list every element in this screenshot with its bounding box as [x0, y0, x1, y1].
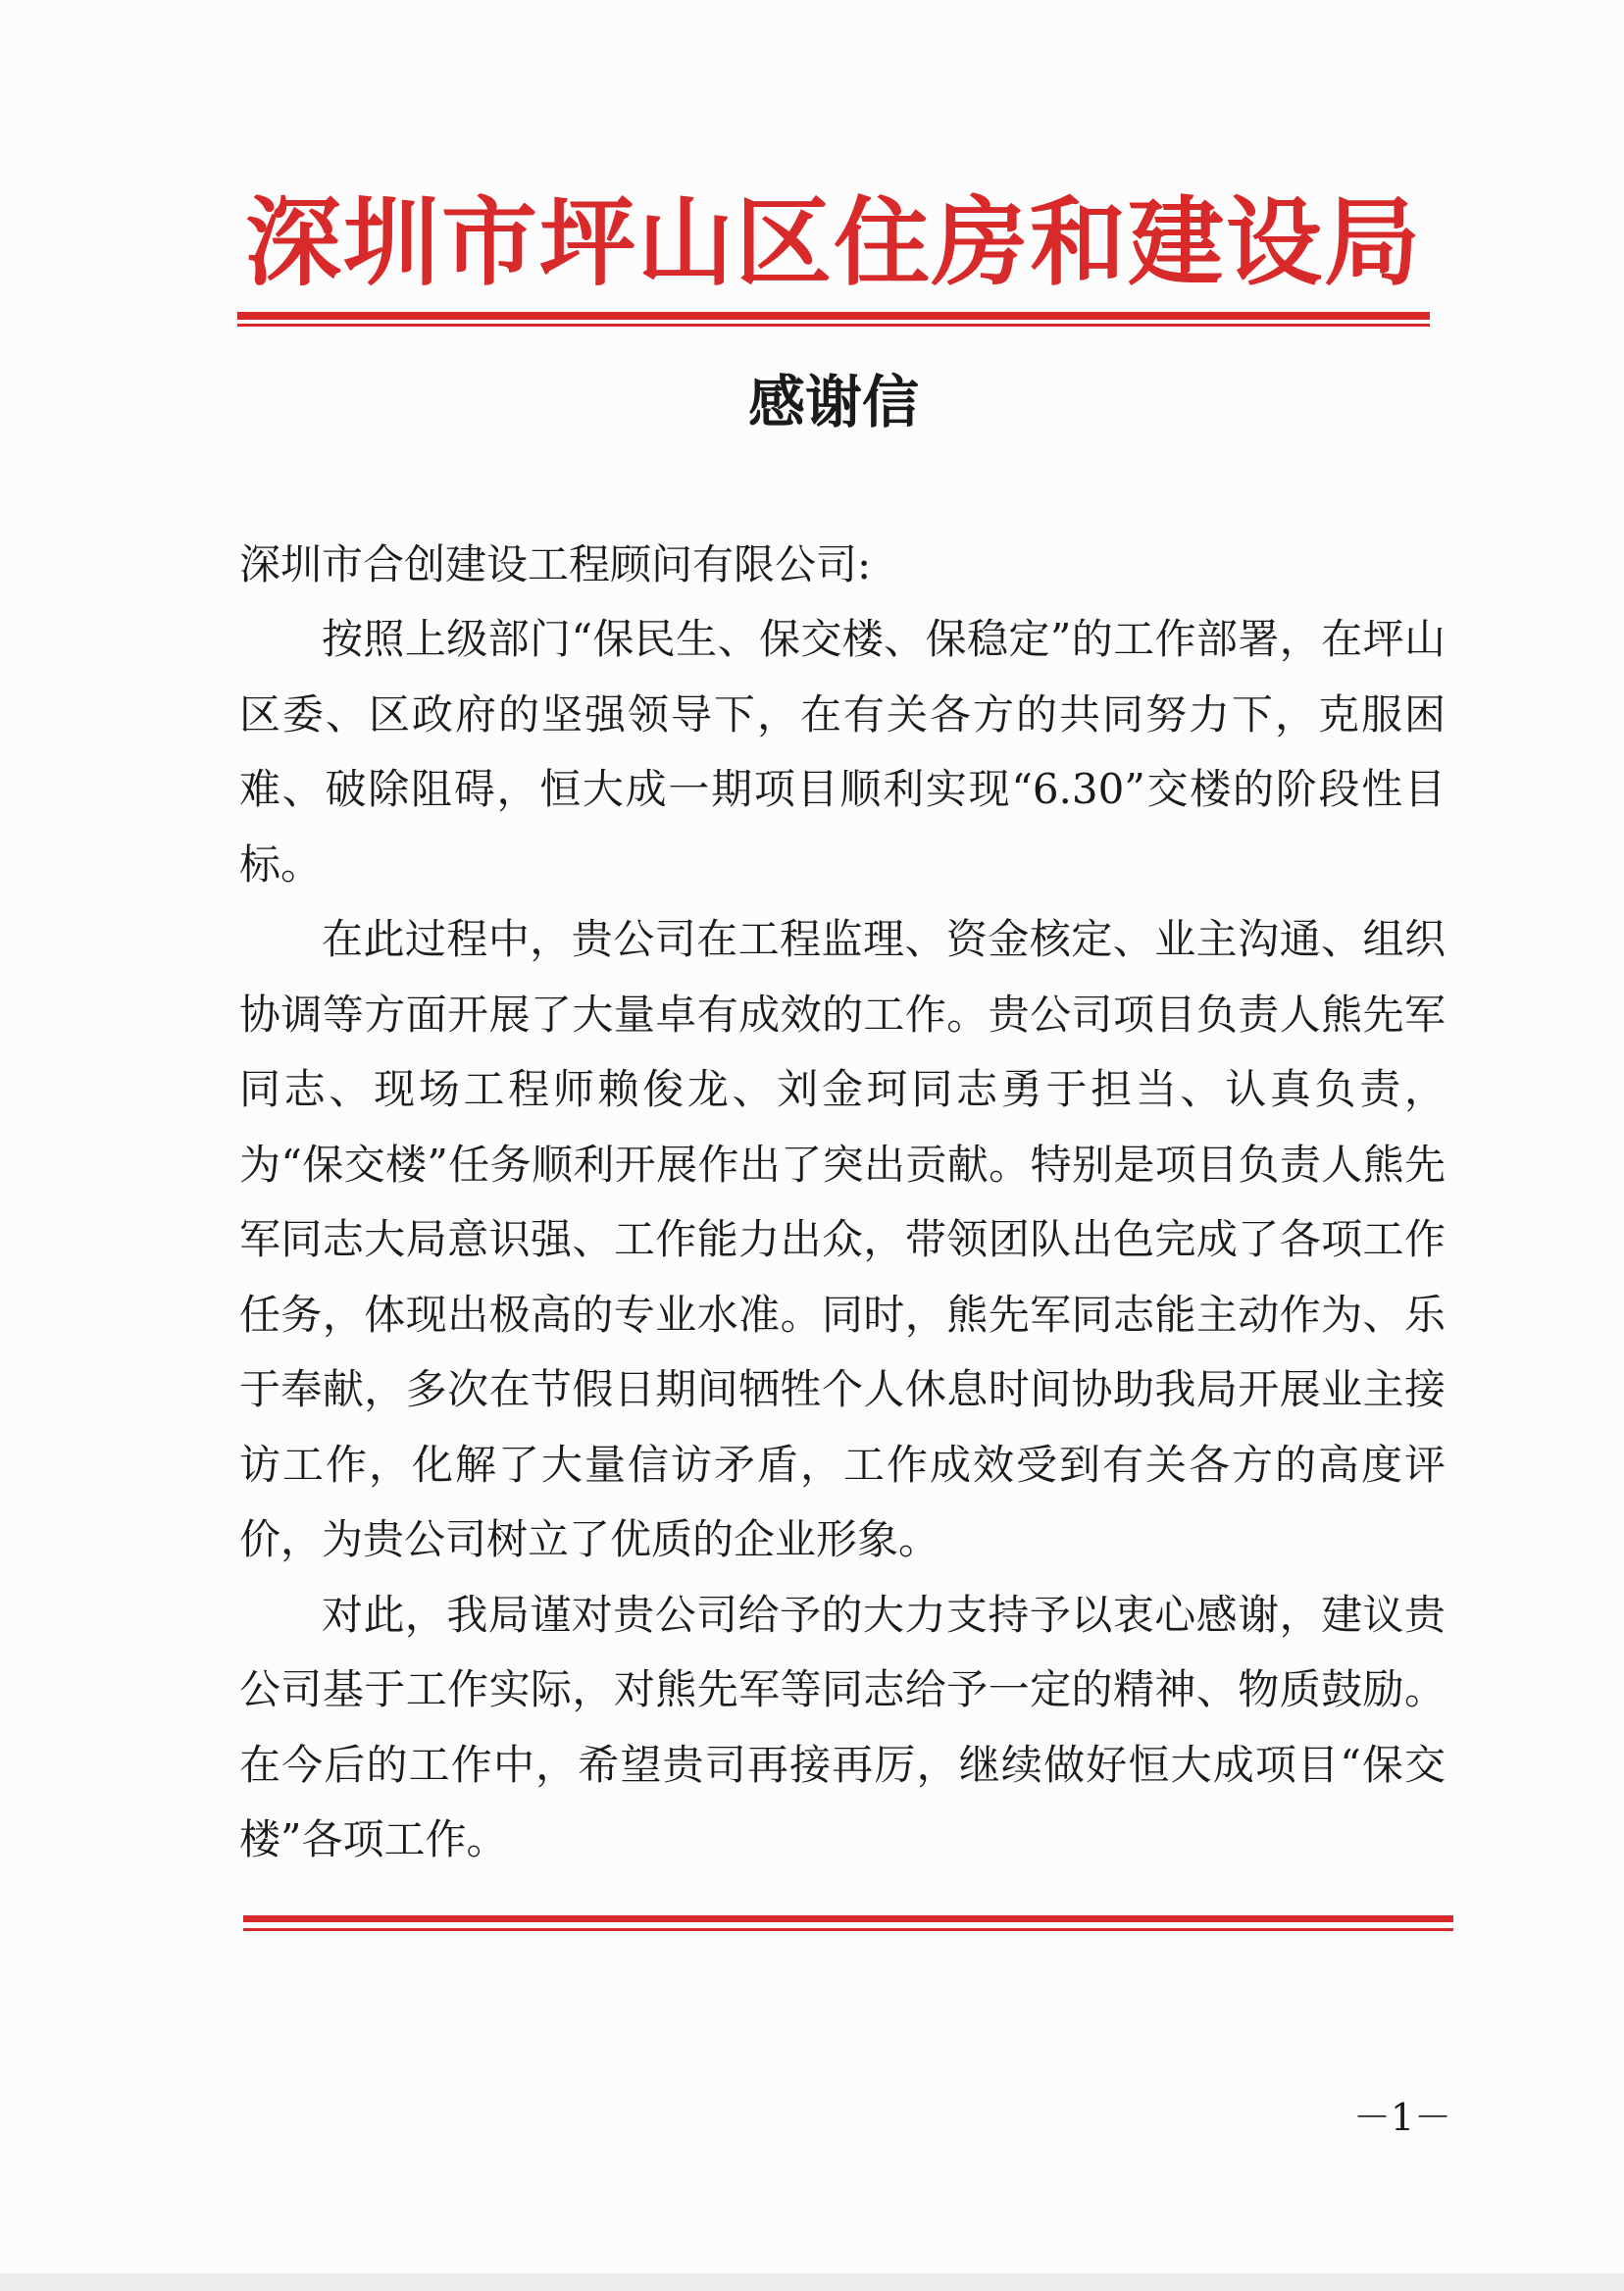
- header-divider-thin: [237, 324, 1430, 327]
- header-divider-thick: [237, 312, 1430, 320]
- body-paragraph-3: 对此，我局谨对贵公司给予的大力支持予以衷心感谢，建议贵公司基于工作实际，对熊先军等同志给予一定的精神、物质鼓励。在今后的工作中，希望贵司再接再厉，继续做好恒大成项目“保交楼”各项工作。: [239, 1590, 1446, 1863]
- recipient-salutation: 深圳市合创建设工程顾问有限公司:: [239, 540, 872, 588]
- footer-divider-thin: [243, 1928, 1453, 1931]
- body-paragraph-2: 在此过程中，贵公司在工程监理、资金核定、业主沟通、组织协调等方面开展了大量卓有成效的工作。贵公司项目负责人熊先军同志、现场工程师赖俊龙、刘金珂同志勇于担当、认真负责，为“保交楼”任务顺利开展作出了突出贡献。特别是项目负责人熊先军同志大局意识强、工作能力出众，带领团队出色完成了各项工作任务，体现出极高的专业水准。同时，熊先军同志能主动作为、乐于奉献，多次在节假日期间牺牲个人休息时间协助我局开展业主接访工作，化解了大量信访矛盾，工作成效受到有关各方的高度评价，为贵公司树立了优质的企业形象。: [239, 915, 1446, 1563]
- letter-body: [239, 602, 1446, 1878]
- page-number: －1－: [1353, 2096, 1452, 2139]
- document-title: 感谢信: [747, 369, 919, 435]
- agency-letterhead: 深圳市坪山区住房和建设局: [244, 186, 1422, 299]
- footer-divider-thick: [243, 1915, 1453, 1922]
- scan-edge-shade: [0, 2273, 1624, 2291]
- body-paragraph-1: 按照上级部门“保民生、保交楼、保稳定”的工作部署，在坪山区委、区政府的坚强领导下，在有关各方的共同努力下，克服困难、破除阻碍，恒大成一期项目顺利实现“6.30”交楼的阶段性目标。: [239, 615, 1446, 889]
